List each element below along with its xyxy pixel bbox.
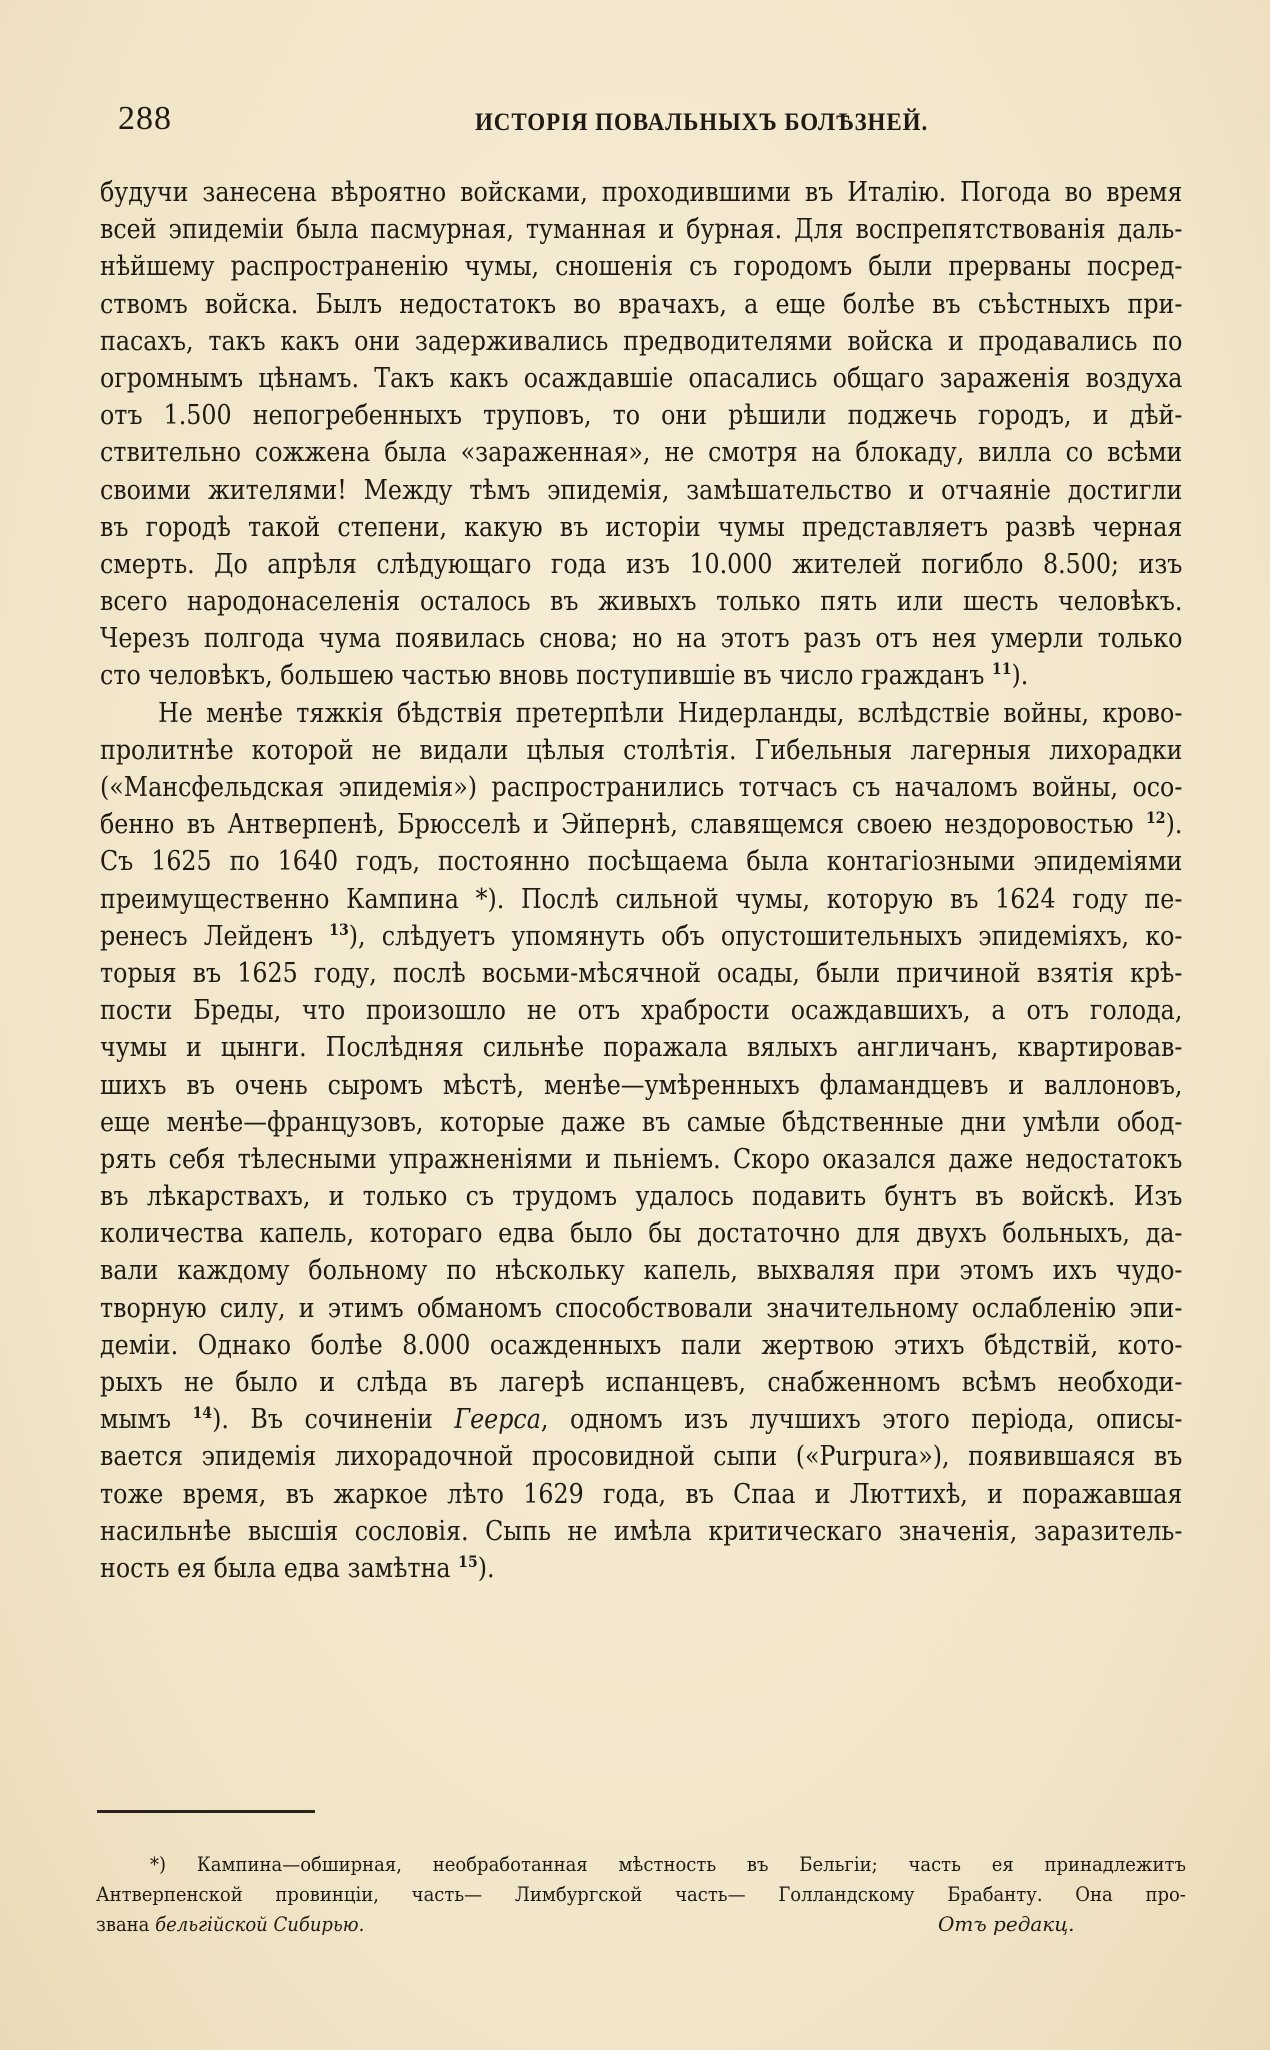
footnote-ref: 15	[458, 1551, 478, 1571]
text-line: рять себя тѣлесными упражненіями и пьніемъ. Скоро оказался даже недостатокъ	[100, 1143, 1183, 1175]
text-segment: ).	[1011, 660, 1029, 692]
footnote-line: *) Кампина—обширная, необработанная мѣстность въ Бельгіи; часть ея принадлежитъ	[150, 1852, 1186, 1876]
page-number: 288	[118, 100, 172, 137]
text-line: своими жителями! Между тѣмъ эпидемія, замѣшательство и отчаяніе достигли	[100, 474, 1183, 506]
footnote-line	[96, 1909, 1186, 1939]
text-segment: ренесъ Лейденъ	[100, 920, 314, 952]
footnote-divider	[97, 1810, 315, 1813]
text-line	[100, 657, 1182, 694]
text-segment: ).	[477, 1552, 495, 1584]
text-line: Черезъ полгода чума появилась снова; но на этотъ разъ отъ нея умерли только	[100, 623, 1183, 655]
text-line: количества капель, котораго едва было бы достаточно для двухъ больныхъ, да-	[100, 1218, 1183, 1250]
text-line: Не менѣе тяжкія бѣдствія претерпѣли Нидерланды, вслѣдствіе войны, крово-	[158, 697, 1183, 729]
text-line: будучи занесена вѣроятно войсками, проходившими въ Италію. Погода во время	[100, 177, 1183, 208]
text-line	[100, 1550, 1182, 1587]
text-line: смерть. До апрѣля слѣдующаго года изъ 10.000 жителей погибло 8.500; изъ	[100, 548, 1183, 580]
text-line: пасахъ, такъ какъ они задерживались предводителями войска и продавались по	[100, 325, 1183, 357]
footnote-segment: звана	[96, 1912, 150, 1936]
text-segment: ), слѣдуетъ упомянуть объ опустошительныхъ эпидеміяхъ, ко-	[348, 920, 1183, 952]
footnote-ref: 11	[991, 659, 1012, 679]
text-line: вается эпидемія лихорадочной просовидной сыпи («Purpura»), появившаяся въ	[100, 1441, 1183, 1473]
body-text	[100, 174, 1182, 1587]
text-line: всей эпидеміи была пасмурная, туманная и бурная. Для воспрепятствованія даль-	[100, 214, 1183, 246]
text-segment: мымъ	[100, 1404, 171, 1436]
text-line: нѣйшему распространенію чумы, сношенія съ городомъ были прерваны посред-	[100, 251, 1183, 283]
footnote-line: Антверпенской провинціи, часть— Лимбургской часть— Голландскому Брабанту. Она про-	[96, 1882, 1186, 1906]
footnote	[96, 1849, 1186, 1939]
footnote-ref: 13	[329, 919, 349, 939]
text-line	[100, 918, 1182, 955]
text-line: ствительно сожжена была «зараженная», не смотря на блокаду, вилла со всѣми	[100, 437, 1183, 469]
footnote-ref: 12	[1145, 808, 1166, 828]
footnote-ref: 14	[192, 1403, 213, 1423]
text-segment: ность ея была едва замѣтна	[100, 1552, 451, 1584]
editor-note: Отъ редакц.	[938, 1912, 1075, 1936]
text-line: вали каждому больному по нѣскольку капель, выхваляя при этомъ ихъ чудо-	[100, 1255, 1183, 1287]
text-line: пролитнѣе которой не видали цѣлыя столѣтія. Гибельныя лагерныя лихорадки	[100, 734, 1183, 766]
running-title: ИСТОРІЯ ПОВАЛЬНЫХЪ БОЛѢЗНЕЙ.	[475, 109, 929, 136]
text-segment: ). Въ сочиненіи	[212, 1404, 433, 1436]
text-line: тоже время, въ жаркое лѣто 1629 года, въ Спаа и Люттихѣ, и поражавшая	[100, 1478, 1183, 1510]
page-header	[100, 100, 1170, 150]
text-segment: сто человѣкъ, большею частью вновь поступившіе въ число гражданъ	[100, 660, 985, 692]
footnote-italic: бельгійской Сибирью.	[155, 1912, 365, 1936]
text-segment: , одномъ изъ лучшихъ этого періода, описы-	[540, 1404, 1183, 1436]
text-line: деміи. Однако болѣе 8.000 осажденныхъ пали жертвою этихъ бѣдствій, кото-	[100, 1329, 1183, 1361]
text-line: чумы и цынги. Послѣдняя сильнѣе поражала вялыхъ англичанъ, квартировав-	[100, 1032, 1183, 1064]
text-line: въ городѣ такой степени, какую въ исторіи чумы представляетъ развѣ черная	[100, 511, 1183, 543]
text-line: ствомъ войска. Былъ недостатокъ во врачахъ, а еще болѣе въ съѣстныхъ при-	[100, 288, 1183, 320]
text-line: пости Бреды, что произошло не отъ храбрости осаждавшихъ, а отъ голода,	[100, 995, 1183, 1027]
footnote-text	[96, 1909, 364, 1939]
text-line: преимущественно Кампина *). Послѣ сильной чумы, которую въ 1624 году пе-	[100, 883, 1183, 915]
text-line: въ лѣкарствахъ, и только съ трудомъ удалось подавить бунтъ въ войскѣ. Изъ	[100, 1181, 1183, 1213]
text-line: насильнѣе высшія сословія. Сыпь не имѣла критическаго значенія, заразитель-	[100, 1515, 1183, 1547]
text-line	[100, 806, 1182, 843]
text-line: огромнымъ цѣнамъ. Такъ какъ осаждавшіе опасались общаго зараженія воздуха	[100, 362, 1183, 394]
text-line: («Мансфельдская эпидемія») распространились тотчасъ съ началомъ войны, осо-	[100, 772, 1183, 803]
text-line: отъ 1.500 непогребенныхъ труповъ, то они рѣшили поджечь городъ, и дѣй-	[100, 400, 1183, 432]
text-line: рыхъ не было и слѣда въ лагерѣ испанцевъ, снабженномъ всѣмъ необходи-	[100, 1367, 1183, 1398]
text-line: шихъ въ очень сыромъ мѣстѣ, менѣе—умѣренныхъ фламандцевъ и валлоновъ,	[100, 1069, 1183, 1101]
text-segment: ).	[1165, 809, 1183, 841]
text-segment: бенно въ Антверпенѣ, Брюсселѣ и Эйпернѣ, славящемся своею нездоровостью	[100, 809, 1134, 841]
text-line: всего народонаселенія осталось въ живыхъ только пять или шесть человѣкъ.	[100, 586, 1183, 618]
text-line: еще менѣе—французовъ, которые даже въ самые бѣдственные дни умѣли обод-	[100, 1106, 1183, 1138]
text-line: творную силу, и этимъ обманомъ способствовали значительному ослабленію эпи-	[100, 1292, 1183, 1324]
text-line: Съ 1625 по 1640 годъ, постоянно посѣщаема была контагіозными эпидеміями	[100, 846, 1183, 878]
text-line: торыя въ 1625 году, послѣ восьми-мѣсячной осады, были причиной взятія крѣ-	[100, 957, 1183, 989]
author-name: Геерса	[454, 1404, 541, 1436]
text-line	[100, 1401, 1182, 1438]
